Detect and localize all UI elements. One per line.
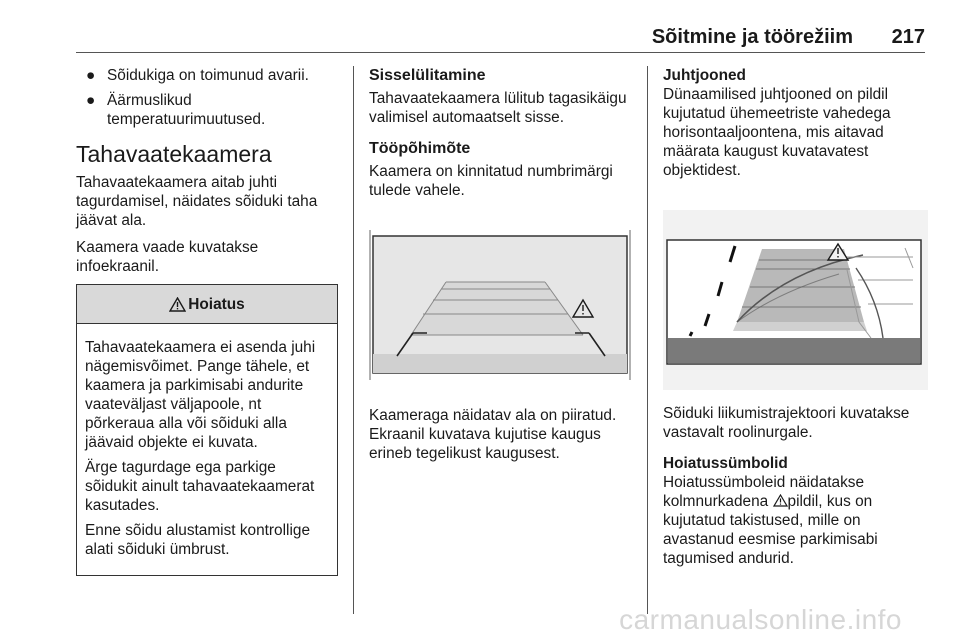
warning-body	[77, 324, 337, 575]
warning-header	[77, 285, 337, 324]
paragraph: Kaamera vaade kuvatakse infoekraanil.	[76, 239, 259, 275]
column-3	[663, 66, 928, 576]
camera-view-illustration	[369, 226, 631, 406]
warning-paragraph: Ärge tagurdage ega parkige sõidukit ainult tahavaatekaamerat kasutades.	[85, 459, 315, 514]
warning-triangle-icon	[169, 297, 186, 312]
paragraph: Hoiatussümboleid näidatakse kolmnurkadena pildil, kus on kujutatud takistused, mille on avastanud eesmise parkimisabi tagumised andurid.	[663, 474, 878, 567]
paragraph: Dünaamilised juhtjooned on pildil kujutatud ühemeetriste vahedega horisontaaljoontena, mis aitavad määrata kaugust kuvatavatest objektidest.	[663, 86, 891, 179]
section-heading: Tahavaatekaamera	[76, 141, 272, 167]
warning-box	[76, 284, 338, 576]
bullet-list	[76, 66, 338, 129]
warning-paragraph: Enne sõidu alustamist kontrollige alati sõiduki ümbrust.	[85, 522, 310, 558]
page-header	[76, 24, 925, 54]
paragraph: Tahavaatekaamera lülitub tagasikäigu valimisel automaatselt sisse.	[369, 90, 627, 126]
section-heading: Juhtjooned	[663, 67, 746, 84]
camera-view-image	[369, 226, 633, 386]
paragraph: Tahavaatekaamera aitab juhti tagurdamisel, näidates sõiduki taha jäävat ala.	[76, 174, 318, 229]
section-heading: Tööpõhimõte	[369, 140, 471, 157]
column-2	[369, 66, 631, 471]
warning-paragraph: Tahavaatekaamera ei asenda juhi nägemisvõimet. Pange tähele, et kaamera ja parkimisabi andurite vaateväljast väljapoole, nt põrkeraua alla või sõiduki alla jäävaid objekte ei kuvata.	[85, 339, 316, 451]
column-divider-2	[647, 66, 648, 614]
warning-title: Hoiatus	[188, 295, 245, 313]
section-heading: Sisselülitamine	[369, 67, 486, 84]
list-item: ● Sõidukiga on toimunud avarii.	[86, 67, 309, 84]
paragraph: Kaamera on kinnitatud numbrimärgi tulede vahele.	[369, 163, 613, 199]
header-divider	[76, 52, 925, 53]
paragraph: Kaameraga näidatav ala on piiratud. Ekraanil kuvatava kujutise kaugus erineb tegelikust kaugusest.	[369, 407, 617, 462]
list-item: ● Äärmuslikud temperatuurimuutused.	[86, 92, 266, 128]
column-1	[76, 66, 338, 576]
section-heading: Hoiatussümbolid	[663, 455, 788, 472]
page-number: 217	[891, 26, 925, 48]
chapter-title: Sõitmine ja töörežiim	[651, 26, 853, 48]
column-divider-1	[353, 66, 354, 614]
guideline-image	[663, 210, 928, 390]
paragraph: Sõiduki liikumistrajektoori kuvatakse vastavalt roolinurgale.	[663, 405, 910, 441]
warning-triangle-icon	[773, 494, 788, 507]
guideline-illustration	[663, 210, 928, 390]
watermark: carmanualsonline.info	[619, 604, 902, 635]
